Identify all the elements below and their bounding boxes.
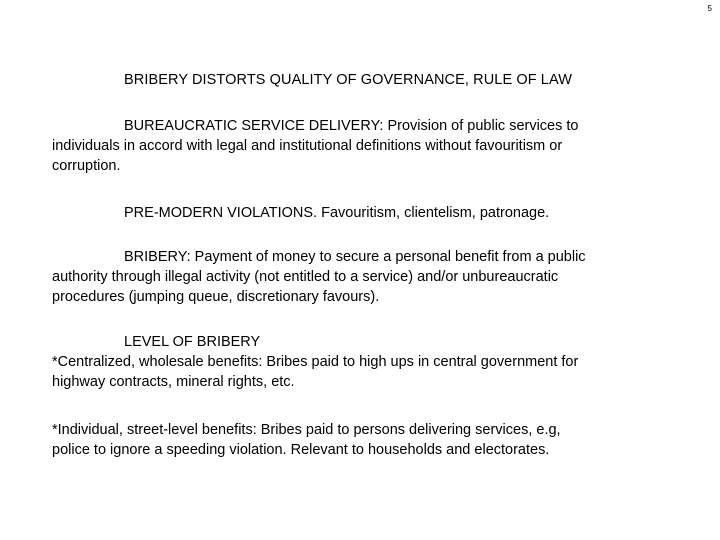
paragraph-line: procedures (jumping queue, discretionary favours). <box>52 289 380 305</box>
paragraph-bribery-definition <box>52 247 692 307</box>
paragraph-line: *Centralized, wholesale benefits: Bribes paid to high ups in central government for <box>52 354 579 370</box>
paragraph-line: highway contracts, mineral rights, etc. <box>52 374 295 390</box>
paragraph-bureaucratic-service-delivery <box>52 116 692 176</box>
slide-number: 5 <box>707 4 712 13</box>
slide-title: BRIBERY DISTORTS QUALITY OF GOVERNANCE, RULE OF LAW <box>124 72 572 88</box>
paragraph-line: LEVEL OF BRIBERY <box>124 334 261 350</box>
paragraph-level-of-bribery <box>52 332 692 392</box>
paragraph-line: PRE-MODERN VIOLATIONS. Favouritism, clientelism, patronage. <box>124 205 550 221</box>
paragraph-line: authority through illegal activity (not entitled to a service) and/or unbureaucratic <box>52 269 559 285</box>
paragraph-line: corruption. <box>52 158 121 174</box>
paragraph-line: BRIBERY: Payment of money to secure a personal benefit from a public <box>124 249 586 265</box>
paragraph-pre-modern-violations <box>52 203 692 223</box>
paragraph-line: BUREAUCRATIC SERVICE DELIVERY: Provision of public services to <box>124 118 579 134</box>
paragraph-line: *Individual, street-level benefits: Bribes paid to persons delivering services, e.g, <box>52 422 561 438</box>
paragraph-line: individuals in accord with legal and institutional definitions without favouritism or <box>52 138 563 154</box>
paragraph-line: police to ignore a speeding violation. Relevant to households and electorates. <box>52 442 550 458</box>
paragraph-individual-benefits <box>52 420 692 460</box>
